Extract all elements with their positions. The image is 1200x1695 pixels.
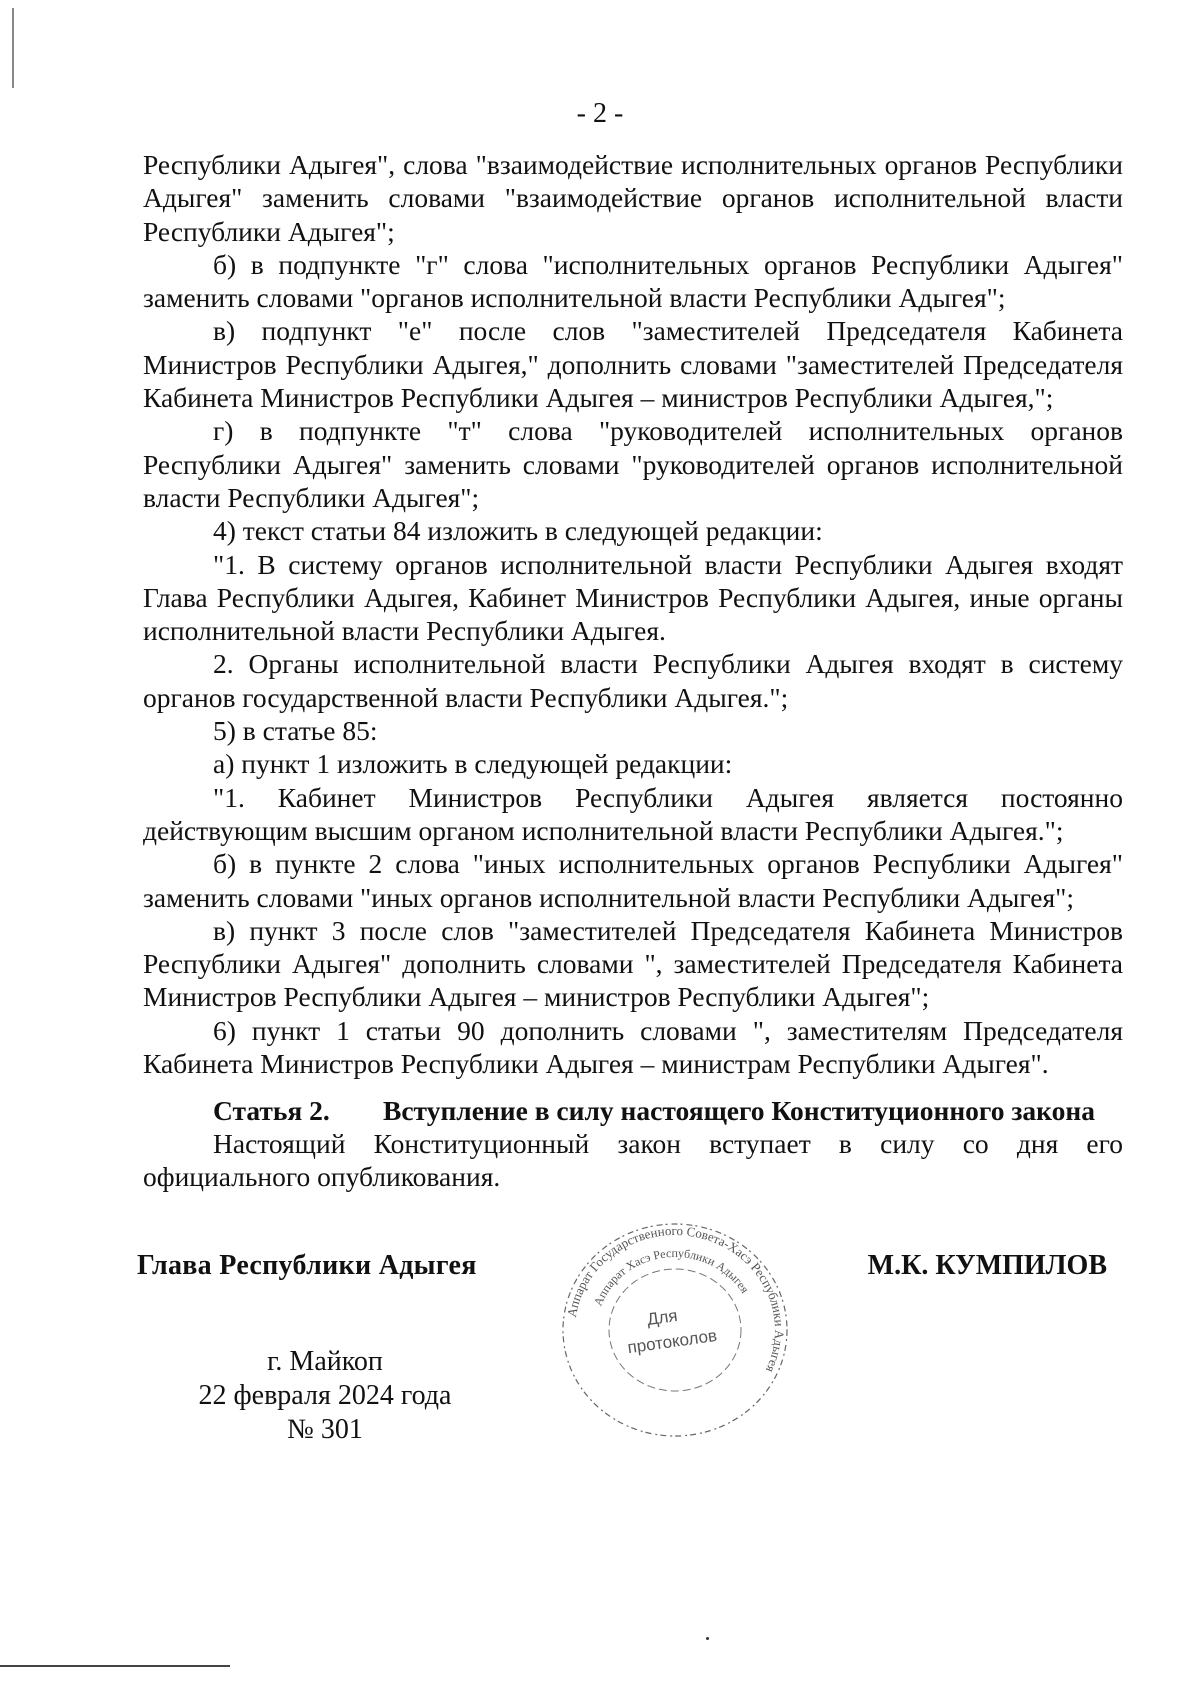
official-stamp [555,1215,795,1445]
paragraph: г) в подпункте "т" слова "руководителей исполнительных органов Республики Адыгея" заменить словами "руководителей органов исполнительной власти Республики Адыгея"; [143,415,1123,513]
article-title: Вступление в силу настоящего Конституционного закона [383,1095,1095,1126]
article-number: Статья 2. [213,1095,330,1126]
article-text: Настоящий Конституционный закон вступает в силу со дня его официального опубликования. [143,1128,1123,1192]
stamp-inner-text: Аппарат Хасэ Республики Адыгея [590,1245,753,1308]
signatory-name: М.К. КУМПИЛОВ [867,1250,1107,1281]
scan-dot [706,1637,709,1640]
document-number: № 301 [287,1414,363,1445]
paragraph: 2. Органы исполнительной власти Республики Адыгея входят в систему органов государственной власти Республики Адыгея."; [143,648,1123,713]
document-body [143,148,1123,1080]
stamp-center-line2: протоколов [626,1325,719,1358]
paragraph: "1. Кабинет Министров Республики Адыгея является постоянно действующим высшим органом исполнительной власти Республики Адыгея."; [143,781,1123,846]
page-number: - 2 - [576,98,624,129]
article-heading [143,1094,1123,1127]
stamp-center-line1: Для [645,1306,679,1330]
paragraph: б) в подпункте "г" слова "исполнительных органов Республики Адыгея" заменить словами "органов исполнительной власти Республики Адыгея"; [143,248,1123,314]
paragraph: 6) пункт 1 статьи 90 дополнить словами ", заместителям Председателя Кабинета Министров Республики Адыгея – министрам Республики Адыгея". [143,1014,1123,1080]
scan-bottom-line [0,1665,230,1667]
signatory-title: Глава Республики Адыгея [137,1250,477,1281]
paragraph: а) пункт 1 изложить в следующей редакции: [213,748,733,780]
scan-edge-line [12,8,14,88]
stamp-inner-ring [609,1269,741,1391]
place-date-block [160,1345,490,1447]
paragraph: "1. В систему органов исполнительной власти Республики Адыгея входят Глава Республики Адыгея, Кабинет Министров Республики Адыгея, иные органы исполнительной власти Республики Адыгея. [143,548,1123,647]
stamp-outer-text: Аппарат Государственного Совета-Хасэ Республики Адыгея [563,1222,788,1375]
article-2 [143,1094,1123,1193]
paragraph: в) пункт 3 после слов "заместителей Председателя Кабинета Министров Республики Адыгея" дополнить словами ", заместителей Председателя Кабинета Министров Республики Адыгея – министров Республики Адыгея"; [143,914,1123,1013]
paragraph: б) в пункте 2 слова "иных исполнительных органов Республики Адыгея" заменить словами "иных органов исполнительной власти Республики Адыгея"; [143,848,1123,913]
date: 22 февраля 2024 года [198,1380,452,1411]
paragraph: в) подпункт "е" после слов "заместителей Председателя Кабинета Министров Республики Адыгея," дополнить словами "заместителей Председателя Кабинета Министров Республики Адыгея – министров Республики Адыгея,"; [143,315,1123,414]
paragraph: 4) текст статьи 84 изложить в следующей редакции: [213,515,823,547]
paragraph: 5) в статье 85: [213,715,378,747]
city: г. Майкоп [267,1346,383,1377]
paragraph: Республики Адыгея", слова "взаимодействие исполнительных органов Республики Адыгея" заменить словами "взаимодействие органов исполнительной власти Республики Адыгея"; [143,149,1123,247]
